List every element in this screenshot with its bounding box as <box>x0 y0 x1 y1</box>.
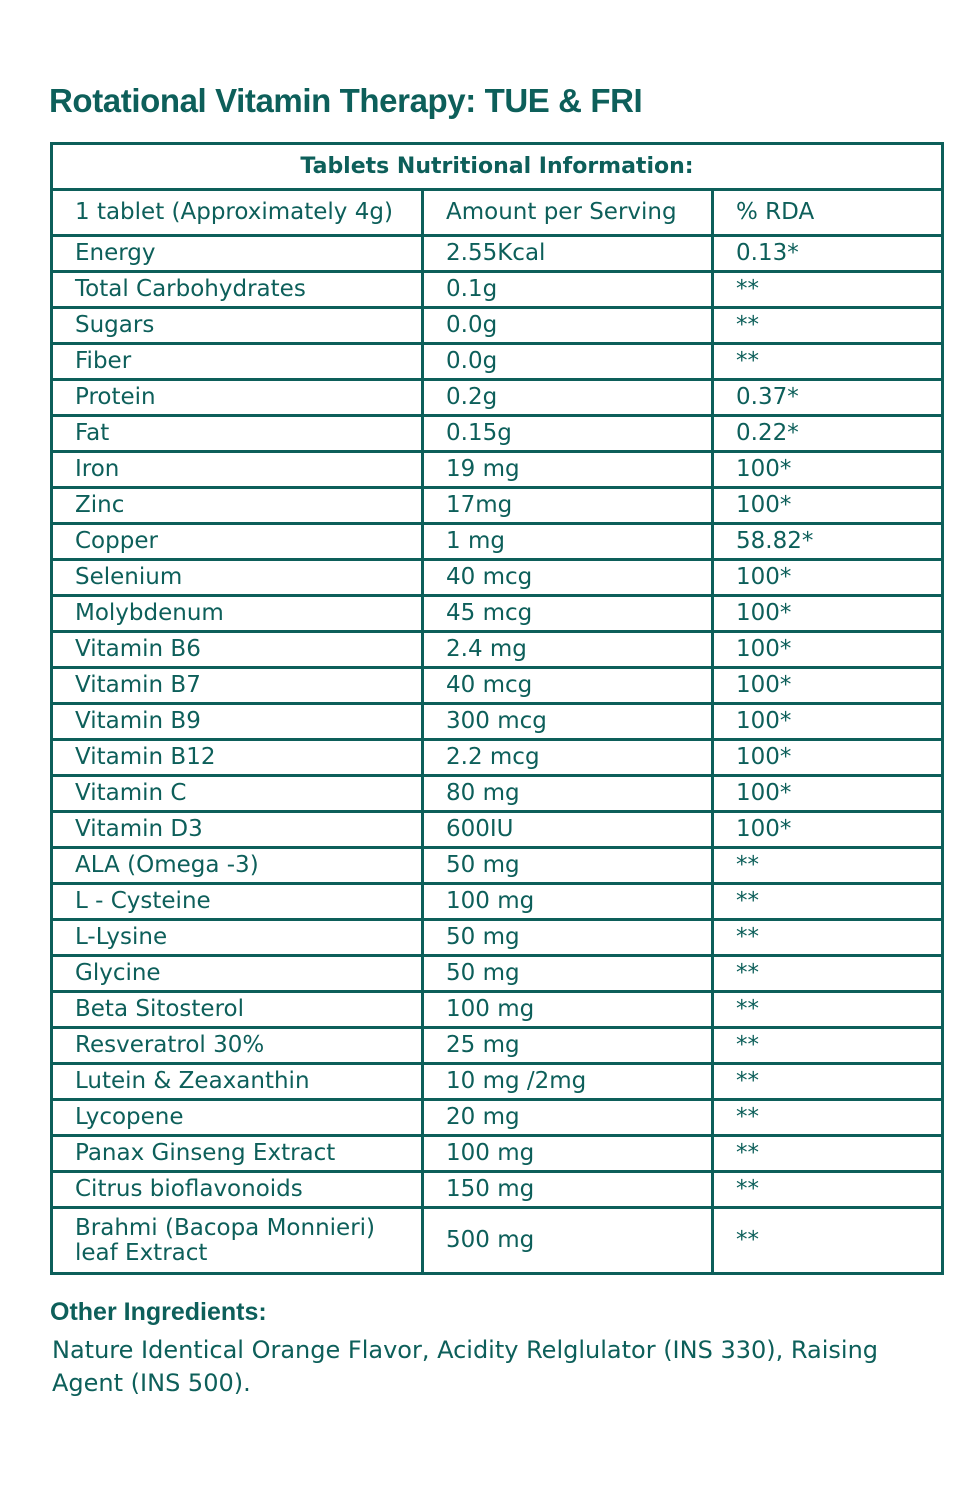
page-title: Rotational Vitamin Therapy: TUE & FRI <box>49 82 643 119</box>
nutrient-rda: ** <box>713 992 943 1028</box>
nutrient-name: Resveratrol 30% <box>52 1028 423 1064</box>
header-rda: % RDA <box>713 190 943 236</box>
nutrient-rda: 100* <box>713 488 943 524</box>
table-row <box>52 344 943 380</box>
nutrient-amount: 40 mcg <box>423 668 713 704</box>
nutrient-name: Copper <box>52 524 423 560</box>
nutrient-rda: 100* <box>713 596 943 632</box>
nutrient-amount: 0.2g <box>423 380 713 416</box>
nutrient-rda: 0.13* <box>713 236 943 272</box>
nutrient-rda: ** <box>713 1028 943 1064</box>
nutrient-amount: 0.15g <box>423 416 713 452</box>
table-caption-row <box>52 144 943 190</box>
table-row <box>52 560 943 596</box>
nutrient-name: L - Cysteine <box>52 884 423 920</box>
nutrient-amount: 10 mg /2mg <box>423 1064 713 1100</box>
table-row <box>52 1100 943 1136</box>
nutrient-amount: 20 mg <box>423 1100 713 1136</box>
nutrient-name: Lycopene <box>52 1100 423 1136</box>
nutrient-amount: 500 mg <box>423 1208 713 1274</box>
nutrient-rda: ** <box>713 884 943 920</box>
nutrient-amount: 150 mg <box>423 1172 713 1208</box>
nutrient-amount: 100 mg <box>423 992 713 1028</box>
nutrient-rda: 100* <box>713 632 943 668</box>
nutrient-name: Vitamin B6 <box>52 632 423 668</box>
nutrient-amount: 2.4 mg <box>423 632 713 668</box>
nutrient-amount: 25 mg <box>423 1028 713 1064</box>
header-amount: Amount per Serving <box>423 190 713 236</box>
nutrient-rda: ** <box>713 920 943 956</box>
nutrient-name: Zinc <box>52 488 423 524</box>
nutrient-name: Beta Sitosterol <box>52 992 423 1028</box>
nutrition-table <box>50 142 944 1275</box>
nutrient-rda: 100* <box>713 560 943 596</box>
nutrient-name: Sugars <box>52 308 423 344</box>
nutrient-amount: 19 mg <box>423 452 713 488</box>
nutrient-name: Iron <box>52 452 423 488</box>
table-row <box>52 884 943 920</box>
nutrient-name: Lutein & Zeaxanthin <box>52 1064 423 1100</box>
nutrient-rda: ** <box>713 1172 943 1208</box>
nutrient-name: Total Carbohydrates <box>52 272 423 308</box>
table-row <box>52 524 943 560</box>
table-row <box>52 488 943 524</box>
table-row <box>52 1208 943 1274</box>
nutrient-amount: 40 mcg <box>423 560 713 596</box>
nutrient-rda: 100* <box>713 704 943 740</box>
nutrient-name: Glycine <box>52 956 423 992</box>
table-row <box>52 992 943 1028</box>
nutrient-amount: 1 mg <box>423 524 713 560</box>
nutrient-name: Vitamin C <box>52 776 423 812</box>
nutrient-rda: ** <box>713 956 943 992</box>
table-row <box>52 956 943 992</box>
table-row <box>52 920 943 956</box>
nutrient-amount: 50 mg <box>423 848 713 884</box>
table-row <box>52 668 943 704</box>
table-row <box>52 812 943 848</box>
nutrition-table-body <box>52 236 943 1274</box>
other-ingredients-heading: Other Ingredients: <box>50 1298 267 1326</box>
nutrient-rda: 0.37* <box>713 380 943 416</box>
nutrient-rda: ** <box>713 1100 943 1136</box>
nutrient-rda: 100* <box>713 812 943 848</box>
other-ingredients-text: Nature Identical Orange Flavor, Acidity Relglulator (INS 330), Raising Agent (INS 500). <box>52 1336 879 1397</box>
nutrient-name: Selenium <box>52 560 423 596</box>
nutrient-amount: 0.0g <box>423 308 713 344</box>
table-row <box>52 1064 943 1100</box>
table-header-row <box>52 190 943 236</box>
nutrient-rda: 0.22* <box>713 416 943 452</box>
nutrient-amount: 2.55Kcal <box>423 236 713 272</box>
table-row <box>52 308 943 344</box>
nutrient-name: Brahmi (Bacopa Monnieri) leaf Extract <box>52 1208 423 1274</box>
table-row <box>52 236 943 272</box>
nutrient-amount: 100 mg <box>423 1136 713 1172</box>
nutrient-rda: ** <box>713 1208 943 1274</box>
table-row <box>52 416 943 452</box>
table-row <box>52 1136 943 1172</box>
table-row <box>52 776 943 812</box>
table-caption: Tablets Nutritional Information: <box>52 144 943 190</box>
table-row <box>52 596 943 632</box>
nutrient-rda: ** <box>713 848 943 884</box>
nutrient-rda: ** <box>713 1136 943 1172</box>
nutrient-name: Vitamin B12 <box>52 740 423 776</box>
nutrient-name: Panax Ginseng Extract <box>52 1136 423 1172</box>
nutrient-name: Energy <box>52 236 423 272</box>
table-row <box>52 740 943 776</box>
nutrient-rda: 100* <box>713 740 943 776</box>
table-row <box>52 1172 943 1208</box>
nutrient-amount: 17mg <box>423 488 713 524</box>
nutrient-amount: 50 mg <box>423 956 713 992</box>
nutrient-amount: 80 mg <box>423 776 713 812</box>
table-row <box>52 380 943 416</box>
header-serving-size: 1 tablet (Approximately 4g) <box>52 190 423 236</box>
nutrient-amount: 50 mg <box>423 920 713 956</box>
nutrient-rda: 58.82* <box>713 524 943 560</box>
nutrient-name: Vitamin B7 <box>52 668 423 704</box>
nutrient-rda: 100* <box>713 776 943 812</box>
nutrient-name: Fiber <box>52 344 423 380</box>
nutrient-amount: 100 mg <box>423 884 713 920</box>
nutrient-rda: 100* <box>713 668 943 704</box>
nutrient-amount: 300 mcg <box>423 704 713 740</box>
nutrient-rda: ** <box>713 344 943 380</box>
table-row <box>52 704 943 740</box>
nutrient-rda: ** <box>713 308 943 344</box>
table-row <box>52 1028 943 1064</box>
nutrient-amount: 0.0g <box>423 344 713 380</box>
nutrient-amount: 0.1g <box>423 272 713 308</box>
nutrient-name: Protein <box>52 380 423 416</box>
nutrient-amount: 2.2 mcg <box>423 740 713 776</box>
nutrient-name: Vitamin D3 <box>52 812 423 848</box>
nutrient-name: ALA (Omega -3) <box>52 848 423 884</box>
table-row <box>52 272 943 308</box>
nutrient-name: L-Lysine <box>52 920 423 956</box>
nutrient-amount: 600IU <box>423 812 713 848</box>
nutrient-rda: 100* <box>713 452 943 488</box>
nutrient-name: Vitamin B9 <box>52 704 423 740</box>
nutrient-amount: 45 mcg <box>423 596 713 632</box>
nutrient-name: Citrus bioflavonoids <box>52 1172 423 1208</box>
nutrient-rda: ** <box>713 272 943 308</box>
nutrient-name: Molybdenum <box>52 596 423 632</box>
table-row <box>52 848 943 884</box>
nutrient-rda: ** <box>713 1064 943 1100</box>
nutrient-name: Fat <box>52 416 423 452</box>
table-row <box>52 452 943 488</box>
table-row <box>52 632 943 668</box>
